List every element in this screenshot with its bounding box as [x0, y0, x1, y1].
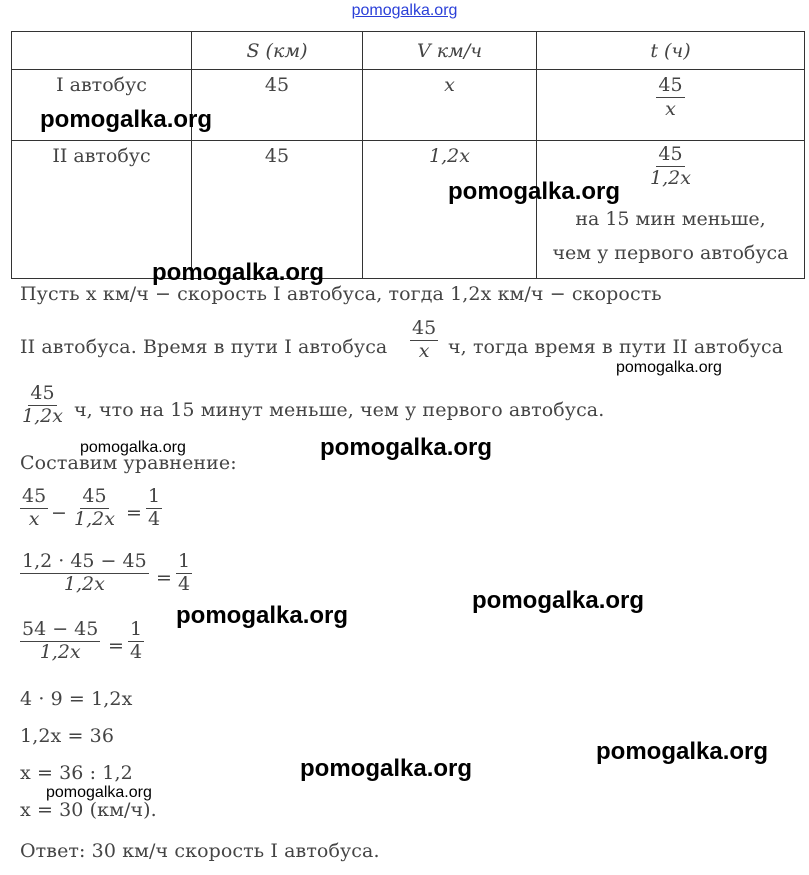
fraction-numerator: 1,2 · 45 − 45 — [22, 550, 147, 572]
header-cell-empty — [12, 32, 192, 70]
fraction-denominator: x — [665, 97, 676, 120]
table-row — [12, 141, 805, 279]
time-note-line: чем у первого автобуса — [552, 241, 789, 264]
operator: − — [51, 502, 68, 524]
row-time — [537, 141, 805, 279]
fraction — [20, 551, 149, 596]
watermark: pomogalka.org — [152, 259, 325, 286]
fraction — [128, 619, 144, 664]
watermark: pomogalka.org — [596, 738, 769, 765]
fraction-numerator: 54 − 45 — [22, 618, 99, 640]
fraction-numerator: 45 — [30, 382, 55, 404]
fraction-numerator: 1 — [178, 550, 191, 572]
watermark: pomogalka.org — [40, 106, 213, 133]
text-line-2a: II автобуса. Время в пути I автобуса — [20, 336, 388, 358]
time-note-line: на 15 мин меньше, — [575, 207, 766, 230]
header-cell-distance: S (км) — [192, 32, 363, 70]
fraction — [20, 619, 100, 664]
text-line-3: ч, что на 15 минут меньше, чем у первого автобуса. — [74, 399, 605, 421]
row-distance: 45 — [192, 70, 363, 141]
text-line-1: Пусть x км/ч − скорость I автобуса, тогда 1,2x км/ч − скорость — [20, 283, 662, 305]
inline-fraction — [410, 318, 438, 363]
row-distance: 45 — [192, 141, 363, 279]
top-link[interactable]: pomogalka.org — [351, 2, 458, 19]
watermark: pomogalka.org — [80, 439, 186, 456]
fraction-denominator: 1,2x — [74, 507, 115, 530]
fraction — [20, 486, 48, 531]
row-speed: x — [363, 70, 537, 141]
text-line-4: Составим уравнение: — [20, 452, 237, 474]
equation-6: x = 36 : 1,2 — [20, 762, 133, 784]
row-time — [537, 70, 805, 141]
fraction-denominator: 1,2x — [650, 166, 691, 189]
inline-fraction — [20, 383, 65, 428]
fraction-numerator: 45 — [412, 317, 437, 339]
text-line-2b: ч, тогда время в пути II автобуса — [448, 336, 784, 358]
header-cell-time: t (ч) — [537, 32, 805, 70]
fraction-denominator: 4 — [148, 507, 161, 530]
operator: = — [156, 567, 173, 589]
fraction-numerator: 45 — [658, 143, 683, 165]
row-label: II автобус — [12, 141, 192, 279]
time-note — [537, 202, 804, 270]
fraction-denominator: x — [418, 339, 430, 362]
fraction — [176, 551, 192, 596]
fraction-numerator: 45 — [82, 485, 107, 507]
row-label: I автобус — [12, 70, 192, 141]
time-fraction — [648, 143, 693, 190]
equation-4: 4 · 9 = 1,2x — [20, 688, 133, 710]
fraction-denominator: 1,2x — [39, 640, 81, 663]
fraction-denominator: 1,2x — [63, 572, 105, 595]
equation-5: 1,2x = 36 — [20, 725, 115, 747]
operator: = — [108, 635, 125, 657]
fraction-denominator: x — [28, 507, 40, 530]
fraction-numerator: 1 — [148, 485, 161, 507]
operator: = — [126, 502, 143, 524]
fraction-denominator: 4 — [178, 572, 191, 595]
fraction-numerator: 1 — [130, 618, 143, 640]
fraction-denominator: 1,2x — [22, 404, 63, 427]
watermark: pomogalka.org — [320, 434, 493, 461]
fraction — [72, 486, 117, 531]
fraction-numerator: 45 — [658, 74, 683, 96]
watermark: pomogalka.org — [176, 602, 349, 629]
equation-7: x = 30 (км/ч). — [20, 799, 157, 821]
answer: Ответ: 30 км/ч скорость I автобуса. — [20, 840, 380, 862]
fraction — [146, 486, 162, 531]
watermark: pomogalka.org — [46, 784, 152, 801]
watermark: pomogalka.org — [472, 587, 645, 614]
fraction-numerator: 45 — [22, 485, 47, 507]
header-cell-speed: V км/ч — [363, 32, 537, 70]
data-table — [11, 31, 805, 279]
row-speed: 1,2x — [363, 141, 537, 279]
time-fraction — [656, 74, 684, 121]
table-header-row — [12, 32, 805, 70]
fraction-denominator: 4 — [130, 640, 143, 663]
watermark: pomogalka.org — [448, 178, 621, 205]
watermark: pomogalka.org — [300, 755, 473, 782]
watermark: pomogalka.org — [616, 359, 722, 376]
